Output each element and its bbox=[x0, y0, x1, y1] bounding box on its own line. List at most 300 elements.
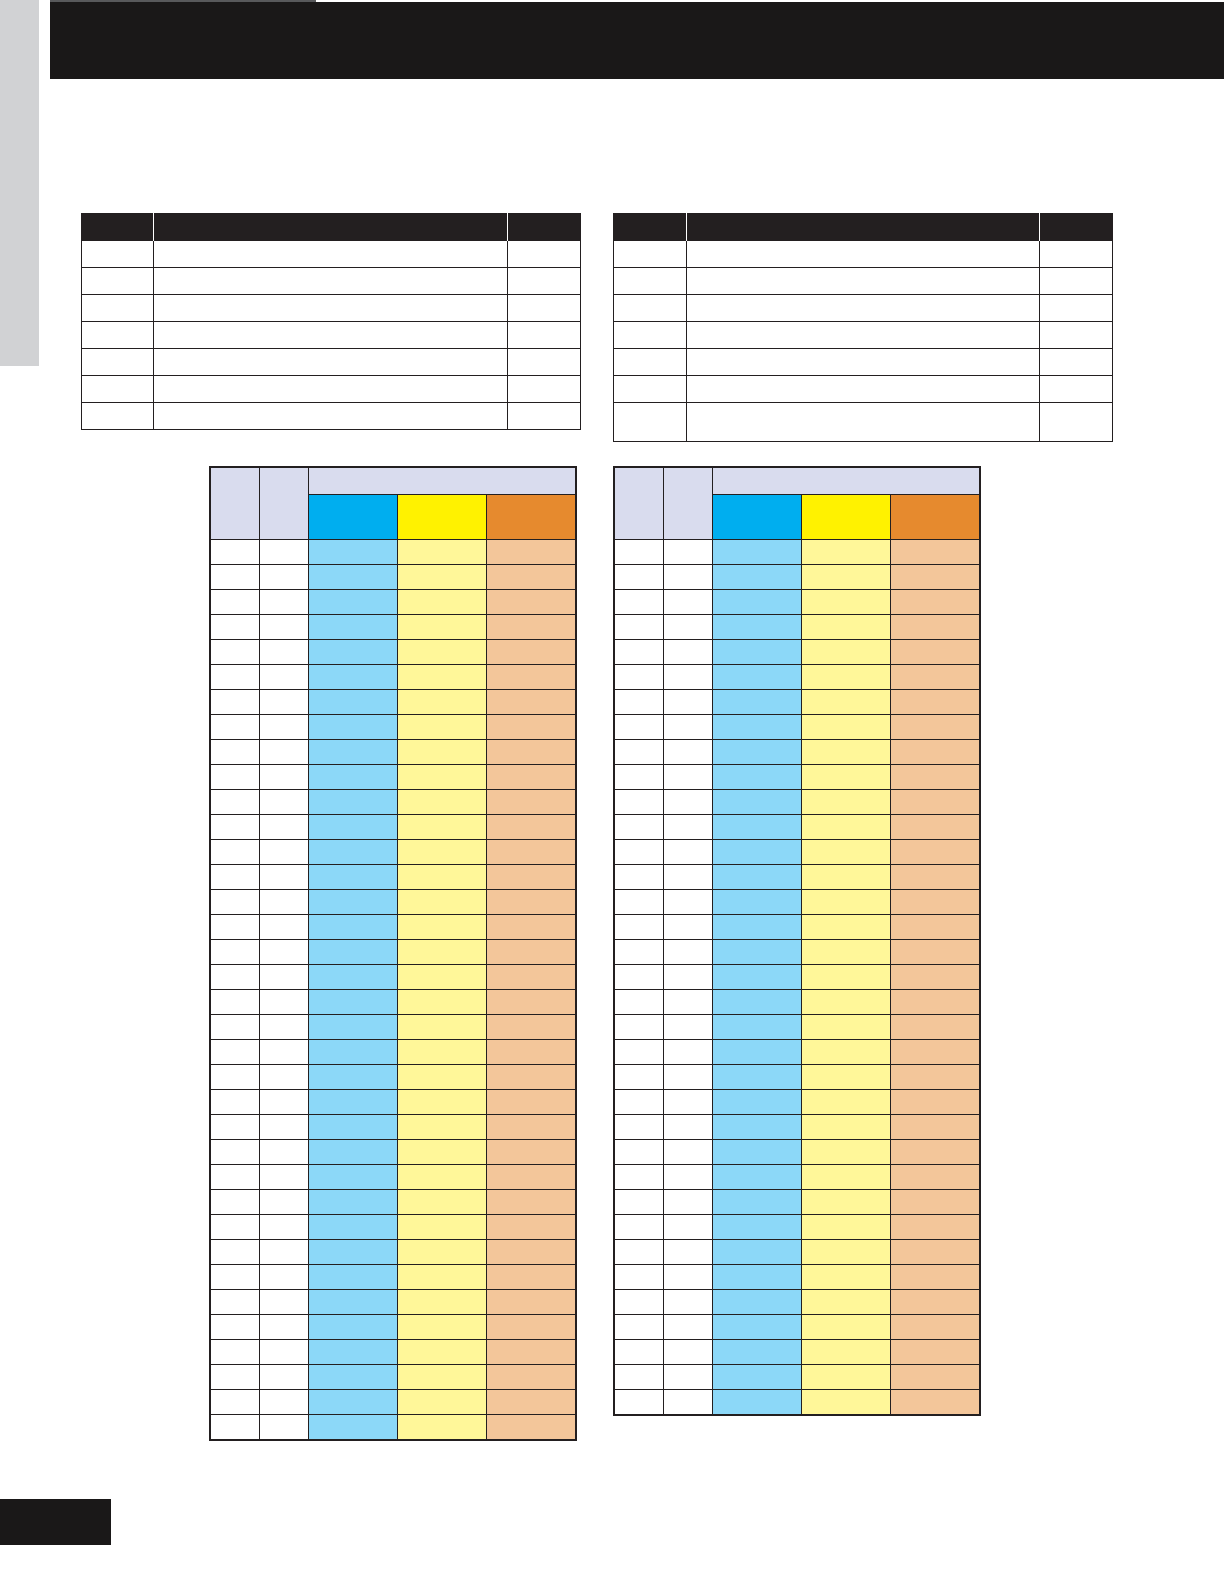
grid-cell bbox=[614, 865, 663, 890]
blue-cell bbox=[308, 990, 397, 1015]
grid-cell bbox=[663, 1140, 712, 1165]
key-table-cell bbox=[687, 241, 1040, 268]
grid-row bbox=[614, 1290, 980, 1315]
grid-row bbox=[614, 540, 980, 565]
grid-cell bbox=[614, 1065, 663, 1090]
grid-cell bbox=[663, 1090, 712, 1115]
blue-cell bbox=[308, 1090, 397, 1115]
key-table-cell bbox=[154, 322, 508, 349]
grid-row bbox=[210, 790, 576, 815]
key-table-cell bbox=[154, 241, 508, 268]
grid-cell bbox=[614, 1040, 663, 1065]
yellow-cell bbox=[397, 540, 486, 565]
grid-cell bbox=[210, 1165, 259, 1190]
key-table-cell bbox=[154, 376, 508, 403]
grid-cell bbox=[259, 715, 308, 740]
grid-row bbox=[614, 640, 980, 665]
blue-cell bbox=[712, 1040, 801, 1065]
grid-cell bbox=[663, 765, 712, 790]
grid-cell bbox=[663, 715, 712, 740]
grid-row bbox=[210, 590, 576, 615]
grid-cell bbox=[614, 740, 663, 765]
grid-cell bbox=[614, 1190, 663, 1215]
orange-cell bbox=[486, 1215, 576, 1240]
orange-cell bbox=[890, 565, 980, 590]
yellow-cell bbox=[801, 790, 890, 815]
blue-cell bbox=[712, 1065, 801, 1090]
key-table-header-row bbox=[614, 214, 1113, 241]
orange-cell bbox=[486, 1115, 576, 1140]
orange-cell bbox=[890, 1140, 980, 1165]
blue-cell bbox=[308, 1390, 397, 1415]
blue-cell bbox=[308, 890, 397, 915]
grid-cell bbox=[614, 715, 663, 740]
yellow-cell bbox=[397, 1240, 486, 1265]
grid-cell bbox=[663, 1365, 712, 1390]
blue-cell bbox=[712, 790, 801, 815]
key-table-cell bbox=[508, 295, 581, 322]
grid-cell bbox=[663, 1040, 712, 1065]
key-table-cell bbox=[1040, 349, 1113, 376]
grid-header-cell bbox=[259, 467, 308, 540]
orange-cell bbox=[486, 615, 576, 640]
yellow-cell bbox=[801, 565, 890, 590]
key-table-row bbox=[82, 268, 581, 295]
key-table-row bbox=[614, 241, 1113, 268]
grid-cell bbox=[210, 540, 259, 565]
key-table-cell bbox=[154, 349, 508, 376]
grid-cell bbox=[663, 1315, 712, 1340]
orange-cell bbox=[890, 615, 980, 640]
key-table-row bbox=[614, 349, 1113, 376]
grid-row bbox=[210, 1015, 576, 1040]
key-table-row bbox=[614, 376, 1113, 403]
yellow-cell bbox=[397, 1340, 486, 1365]
grid-cell bbox=[663, 615, 712, 640]
header-bar bbox=[50, 2, 1224, 79]
orange-cell bbox=[486, 1065, 576, 1090]
orange-cell bbox=[890, 1015, 980, 1040]
blue-cell bbox=[308, 965, 397, 990]
grid-cell bbox=[663, 965, 712, 990]
orange-cell bbox=[486, 1290, 576, 1315]
key-table-cell bbox=[82, 295, 154, 322]
grid-cell bbox=[210, 1390, 259, 1415]
grid-row bbox=[614, 665, 980, 690]
grid-cell bbox=[210, 615, 259, 640]
orange-cell bbox=[890, 1190, 980, 1215]
grid-cell bbox=[259, 1140, 308, 1165]
key-table-cell bbox=[508, 241, 581, 268]
grid-cell bbox=[614, 1290, 663, 1315]
key-table-cell bbox=[82, 403, 154, 430]
key-col-header bbox=[614, 214, 687, 241]
key-table-cell bbox=[1040, 376, 1113, 403]
yellow-cell bbox=[801, 1065, 890, 1090]
grid-cell bbox=[210, 1215, 259, 1240]
grid-cell bbox=[259, 1415, 308, 1441]
orange-cell bbox=[486, 815, 576, 840]
grid-row bbox=[210, 1115, 576, 1140]
side-strip bbox=[0, 0, 39, 366]
blue-cell bbox=[308, 790, 397, 815]
grid-cell bbox=[259, 1340, 308, 1365]
grid-cell bbox=[614, 690, 663, 715]
grid-cell bbox=[614, 990, 663, 1015]
yellow-cell bbox=[801, 1315, 890, 1340]
yellow-cell bbox=[397, 1090, 486, 1115]
grid-row bbox=[614, 940, 980, 965]
grid-cell bbox=[210, 965, 259, 990]
yellow-cell bbox=[801, 890, 890, 915]
key-col-header bbox=[508, 214, 581, 241]
blue-column-header bbox=[308, 495, 397, 540]
yellow-cell bbox=[801, 1165, 890, 1190]
grid-cell bbox=[210, 1040, 259, 1065]
blue-cell bbox=[712, 890, 801, 915]
grid-cell bbox=[614, 615, 663, 640]
orange-cell bbox=[890, 1265, 980, 1290]
orange-cell bbox=[486, 1340, 576, 1365]
key-table-cell bbox=[687, 295, 1040, 322]
key-table-row bbox=[82, 241, 581, 268]
blue-cell bbox=[712, 590, 801, 615]
blue-cell bbox=[712, 1365, 801, 1390]
grid-cell bbox=[259, 1190, 308, 1215]
yellow-cell bbox=[801, 865, 890, 890]
grid-cell bbox=[210, 640, 259, 665]
key-table-cell bbox=[1040, 241, 1113, 268]
grid-cell bbox=[259, 765, 308, 790]
yellow-cell bbox=[397, 590, 486, 615]
orange-cell bbox=[890, 540, 980, 565]
blue-cell bbox=[712, 615, 801, 640]
orange-cell bbox=[486, 1390, 576, 1415]
blue-cell bbox=[308, 1240, 397, 1265]
orange-column-header bbox=[890, 495, 980, 540]
grid-cell bbox=[259, 965, 308, 990]
orange-cell bbox=[890, 1115, 980, 1140]
grid-row bbox=[614, 1315, 980, 1340]
blue-cell bbox=[308, 615, 397, 640]
orange-cell bbox=[890, 840, 980, 865]
orange-cell bbox=[486, 990, 576, 1015]
orange-cell bbox=[890, 640, 980, 665]
grid-row bbox=[210, 615, 576, 640]
blue-cell bbox=[308, 765, 397, 790]
grid-cell bbox=[663, 690, 712, 715]
grid-cell bbox=[259, 1290, 308, 1315]
grid-row bbox=[614, 1215, 980, 1240]
orange-cell bbox=[890, 590, 980, 615]
blue-cell bbox=[712, 540, 801, 565]
grid-cell bbox=[663, 1165, 712, 1190]
blue-cell bbox=[712, 1090, 801, 1115]
blue-cell bbox=[712, 640, 801, 665]
grid-cell bbox=[210, 565, 259, 590]
grid-cell bbox=[210, 665, 259, 690]
grid-cell bbox=[614, 1315, 663, 1340]
key-table-cell bbox=[508, 268, 581, 295]
grid-cell bbox=[210, 1090, 259, 1115]
grid-cell bbox=[614, 590, 663, 615]
grid-row bbox=[614, 565, 980, 590]
grid-row bbox=[614, 865, 980, 890]
orange-cell bbox=[486, 665, 576, 690]
yellow-cell bbox=[397, 1190, 486, 1215]
grid-cell bbox=[663, 590, 712, 615]
grid-cell bbox=[259, 1315, 308, 1340]
grid-cell bbox=[210, 1240, 259, 1265]
grid-cell bbox=[259, 640, 308, 665]
yellow-cell bbox=[801, 1040, 890, 1065]
grid-row bbox=[614, 965, 980, 990]
orange-cell bbox=[486, 790, 576, 815]
grid-cell bbox=[614, 815, 663, 840]
grid-cell bbox=[663, 640, 712, 665]
key-table-cell bbox=[82, 376, 154, 403]
blue-cell bbox=[308, 540, 397, 565]
blue-cell bbox=[712, 965, 801, 990]
yellow-cell bbox=[397, 1140, 486, 1165]
grid-row bbox=[614, 990, 980, 1015]
grid-row bbox=[614, 1240, 980, 1265]
yellow-cell bbox=[397, 790, 486, 815]
yellow-cell bbox=[801, 1115, 890, 1140]
grid-row bbox=[210, 915, 576, 940]
grid-cell bbox=[663, 915, 712, 940]
grid-cell bbox=[210, 890, 259, 915]
grid-cell bbox=[614, 1390, 663, 1416]
orange-cell bbox=[486, 1165, 576, 1190]
orange-cell bbox=[486, 840, 576, 865]
blue-cell bbox=[712, 740, 801, 765]
yellow-cell bbox=[397, 1390, 486, 1415]
orange-cell bbox=[486, 640, 576, 665]
grid-cell bbox=[614, 1115, 663, 1140]
grid-header-cell bbox=[210, 467, 259, 540]
grid-cell bbox=[663, 665, 712, 690]
blue-cell bbox=[308, 665, 397, 690]
orange-cell bbox=[486, 865, 576, 890]
key-table-cell bbox=[687, 376, 1040, 403]
grid-cell bbox=[210, 865, 259, 890]
orange-cell bbox=[890, 790, 980, 815]
orange-cell bbox=[486, 740, 576, 765]
blue-cell bbox=[712, 1215, 801, 1240]
grid-cell bbox=[663, 790, 712, 815]
orange-cell bbox=[890, 990, 980, 1015]
key-table-header-row bbox=[82, 214, 581, 241]
grid-cell bbox=[663, 1015, 712, 1040]
yellow-cell bbox=[397, 1290, 486, 1315]
key-table-row bbox=[82, 349, 581, 376]
yellow-cell bbox=[397, 940, 486, 965]
blue-cell bbox=[308, 1340, 397, 1365]
grid-row bbox=[614, 590, 980, 615]
orange-cell bbox=[890, 1090, 980, 1115]
yellow-cell bbox=[801, 1140, 890, 1165]
orange-cell bbox=[486, 1365, 576, 1390]
key-col-header bbox=[82, 214, 154, 241]
yellow-cell bbox=[801, 1340, 890, 1365]
grid-row bbox=[210, 1315, 576, 1340]
grid-row bbox=[210, 1090, 576, 1115]
key-table-cell bbox=[687, 268, 1040, 295]
orange-cell bbox=[890, 1065, 980, 1090]
grid-cell bbox=[614, 965, 663, 990]
orange-column-header bbox=[486, 495, 576, 540]
blue-cell bbox=[712, 1015, 801, 1040]
yellow-cell bbox=[397, 1265, 486, 1290]
grid-row bbox=[614, 740, 980, 765]
orange-cell bbox=[486, 1090, 576, 1115]
grid-cell bbox=[259, 690, 308, 715]
grid-row bbox=[614, 1365, 980, 1390]
score-grid-right bbox=[613, 466, 981, 1416]
blue-cell bbox=[308, 915, 397, 940]
key-table-cell bbox=[687, 322, 1040, 349]
key-table-cell bbox=[82, 322, 154, 349]
page-number-tab bbox=[0, 1499, 111, 1545]
key-table-cell bbox=[82, 241, 154, 268]
key-table-right bbox=[613, 213, 1113, 442]
yellow-cell bbox=[397, 1115, 486, 1140]
orange-cell bbox=[890, 965, 980, 990]
blue-cell bbox=[712, 765, 801, 790]
grid-cell bbox=[614, 840, 663, 865]
grid-row bbox=[210, 715, 576, 740]
grid-row bbox=[210, 690, 576, 715]
blue-cell bbox=[712, 1115, 801, 1140]
blue-cell bbox=[712, 1340, 801, 1365]
yellow-column-header bbox=[801, 495, 890, 540]
key-table-cell bbox=[687, 403, 1040, 442]
blue-cell bbox=[712, 1265, 801, 1290]
grid-cell bbox=[614, 1090, 663, 1115]
blue-cell bbox=[308, 840, 397, 865]
grid-row bbox=[210, 965, 576, 990]
yellow-cell bbox=[801, 840, 890, 865]
grid-cell bbox=[210, 740, 259, 765]
grid-cell bbox=[210, 940, 259, 965]
grid-cell bbox=[210, 715, 259, 740]
grid-cell bbox=[259, 1040, 308, 1065]
yellow-cell bbox=[397, 1365, 486, 1390]
blue-cell bbox=[308, 1315, 397, 1340]
grid-cell bbox=[663, 1340, 712, 1365]
yellow-cell bbox=[801, 765, 890, 790]
grid-cell bbox=[210, 1340, 259, 1365]
grid-row bbox=[614, 1165, 980, 1190]
key-table-cell bbox=[614, 376, 687, 403]
orange-cell bbox=[486, 715, 576, 740]
blue-cell bbox=[308, 1040, 397, 1065]
orange-cell bbox=[486, 915, 576, 940]
blue-cell bbox=[308, 740, 397, 765]
orange-cell bbox=[890, 1165, 980, 1190]
grid-cell bbox=[210, 1290, 259, 1315]
grid-cell bbox=[663, 540, 712, 565]
grid-cell bbox=[259, 840, 308, 865]
grid-row bbox=[210, 990, 576, 1015]
blue-cell bbox=[308, 1115, 397, 1140]
grid-cell bbox=[663, 940, 712, 965]
blue-cell bbox=[308, 565, 397, 590]
grid-cell bbox=[614, 1215, 663, 1240]
yellow-cell bbox=[397, 715, 486, 740]
grid-row bbox=[210, 740, 576, 765]
yellow-cell bbox=[801, 990, 890, 1015]
grid-cell bbox=[614, 915, 663, 940]
yellow-cell bbox=[801, 1015, 890, 1040]
grid-row bbox=[614, 890, 980, 915]
grid-cell bbox=[663, 1265, 712, 1290]
blue-cell bbox=[712, 1390, 801, 1416]
grid-cell bbox=[614, 540, 663, 565]
blue-cell bbox=[712, 815, 801, 840]
yellow-cell bbox=[397, 665, 486, 690]
grid-cell bbox=[663, 890, 712, 915]
orange-cell bbox=[890, 740, 980, 765]
blue-cell bbox=[308, 1215, 397, 1240]
grid-cell bbox=[663, 1190, 712, 1215]
yellow-cell bbox=[801, 1215, 890, 1240]
yellow-cell bbox=[397, 965, 486, 990]
blue-cell bbox=[308, 1165, 397, 1190]
grid-cell bbox=[210, 915, 259, 940]
orange-cell bbox=[486, 1040, 576, 1065]
yellow-column-header bbox=[397, 495, 486, 540]
grid-row bbox=[210, 540, 576, 565]
grid-cell bbox=[259, 940, 308, 965]
grid-cell bbox=[614, 940, 663, 965]
blue-cell bbox=[712, 940, 801, 965]
grid-cell bbox=[210, 1365, 259, 1390]
grid-cell bbox=[663, 840, 712, 865]
grid-cell bbox=[259, 865, 308, 890]
grid-cell bbox=[614, 790, 663, 815]
yellow-cell bbox=[801, 1240, 890, 1265]
grid-group-header bbox=[712, 467, 980, 495]
key-table-cell bbox=[508, 403, 581, 430]
yellow-cell bbox=[801, 540, 890, 565]
grid-cell bbox=[210, 840, 259, 865]
key-table-cell bbox=[82, 268, 154, 295]
grid-cell bbox=[210, 1190, 259, 1215]
grid-row bbox=[614, 915, 980, 940]
orange-cell bbox=[486, 965, 576, 990]
grid-row bbox=[614, 1390, 980, 1416]
grid-row bbox=[210, 1165, 576, 1190]
key-table-row bbox=[614, 403, 1113, 442]
key-table-row bbox=[82, 403, 581, 430]
yellow-cell bbox=[801, 815, 890, 840]
key-table-cell bbox=[614, 241, 687, 268]
key-table-left bbox=[81, 213, 581, 430]
blue-cell bbox=[712, 690, 801, 715]
orange-cell bbox=[486, 1315, 576, 1340]
key-table-cell bbox=[614, 268, 687, 295]
grid-cell bbox=[259, 1165, 308, 1190]
grid-cell bbox=[259, 740, 308, 765]
yellow-cell bbox=[801, 1390, 890, 1416]
yellow-cell bbox=[397, 765, 486, 790]
grid-cell bbox=[259, 590, 308, 615]
grid-cell bbox=[614, 890, 663, 915]
grid-cell bbox=[210, 590, 259, 615]
grid-row bbox=[210, 840, 576, 865]
